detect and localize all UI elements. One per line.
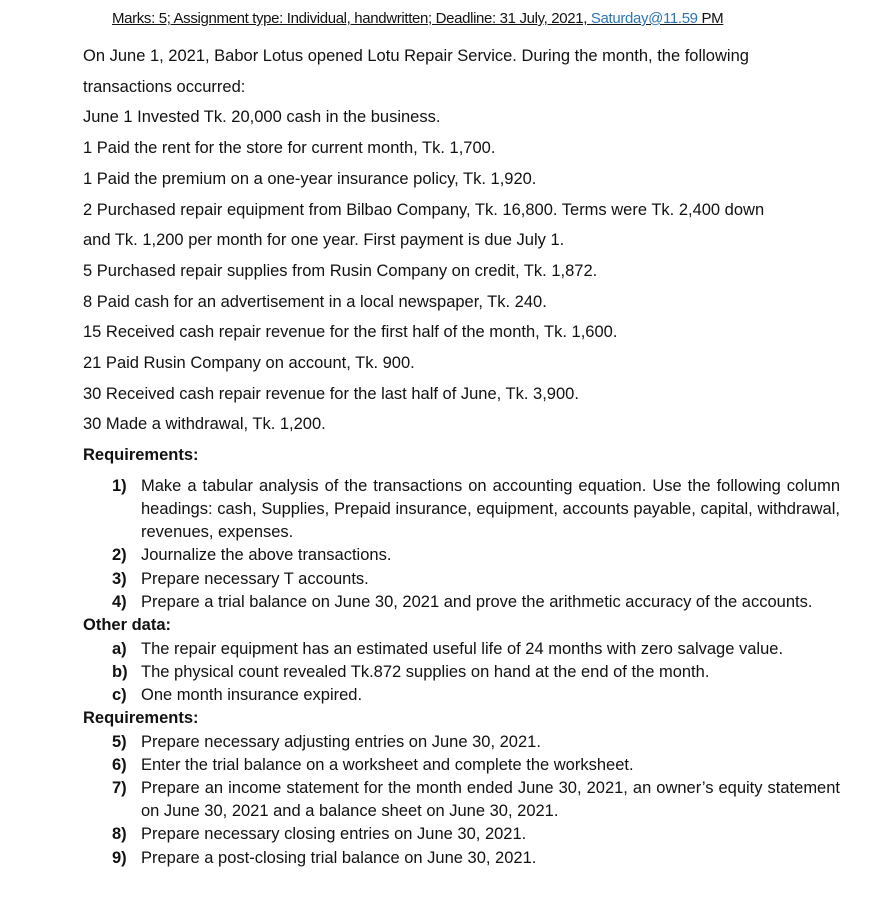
requirement-item: 9) Prepare a post-closing trial balance on June 30, 2021. bbox=[112, 848, 537, 867]
other-data-item: c) One month insurance expired. bbox=[112, 685, 363, 704]
transaction: 30 Made a withdrawal, Tk. 1,200. bbox=[83, 415, 326, 434]
transactions-list bbox=[83, 102, 843, 440]
requirement-item: 8) Prepare necessary closing entries on June 30, 2021. bbox=[112, 825, 527, 844]
transaction: and Tk. 1,200 per month for one year. First payment is due July 1. bbox=[83, 231, 565, 250]
transaction: 1 Paid the rent for the store for current month, Tk. 1,700. bbox=[83, 139, 496, 158]
requirements2-list bbox=[83, 731, 843, 870]
requirements-list bbox=[83, 475, 843, 614]
deadline-link[interactable]: Saturday@11.59 bbox=[590, 10, 698, 27]
other-data-heading: Other data: bbox=[83, 616, 172, 635]
intro-line: On June 1, 2021, Babor Lotus opened Lotu Repair Service. During the month, the following bbox=[83, 47, 749, 65]
requirement-item: 7) Prepare an income statement for the month ended June 30, 2021, an owner’s equity statement on June 30, 2021 and a balance sheet on June 30, 2021. bbox=[112, 779, 840, 821]
header-pm: PM bbox=[697, 10, 724, 27]
requirements-heading: Requirements: bbox=[83, 446, 199, 465]
transaction: 8 Paid cash for an advertisement in a local newspaper, Tk. 240. bbox=[83, 292, 547, 311]
requirement-item: 2) Journalize the above transactions. bbox=[112, 546, 392, 565]
requirement-item: 6) Enter the trial balance on a worksheet and complete the worksheet. bbox=[112, 755, 634, 774]
transaction: 2 Purchased repair equipment from Bilbao Company, Tk. 16,800. Terms were Tk. 2,400 down bbox=[83, 200, 765, 219]
transaction: 21 Paid Rusin Company on account, Tk. 900. bbox=[83, 354, 415, 373]
transaction: 15 Received cash repair revenue for the first half of the month, Tk. 1,600. bbox=[83, 323, 618, 342]
transaction: 5 Purchased repair supplies from Rusin Company on credit, Tk. 1,872. bbox=[83, 261, 598, 280]
transaction: 30 Received cash repair revenue for the last half of June, Tk. 3,900. bbox=[83, 384, 579, 403]
other-data-list bbox=[83, 638, 843, 708]
requirement-item: 3) Prepare necessary T accounts. bbox=[112, 569, 369, 588]
other-data-item: a) The repair equipment has an estimated useful life of 24 months with zero salvage value. bbox=[112, 639, 784, 658]
requirement-item: 1) Make a tabular analysis of the transactions on accounting equation. Use the following column headings: cash, Supplies, Prepaid insurance, equipment, accounts payable, capital, withdrawal, revenues, expenses. bbox=[112, 476, 840, 542]
assignment-header bbox=[112, 10, 812, 27]
transaction: 1 Paid the premium on a one-year insurance policy, Tk. 1,920. bbox=[83, 169, 537, 188]
requirement-item: 4) Prepare a trial balance on June 30, 2021 and prove the arithmetic accuracy of the accounts. bbox=[112, 592, 813, 611]
intro-line: transactions occurred: bbox=[83, 77, 246, 96]
document-body bbox=[83, 41, 843, 870]
requirements2-heading: Requirements: bbox=[83, 709, 199, 728]
requirement-item: 5) Prepare necessary adjusting entries on June 30, 2021. bbox=[112, 732, 541, 751]
other-data-item: b) The physical count revealed Tk.872 supplies on hand at the end of the month. bbox=[112, 662, 710, 681]
header-marks: Marks: 5; Assignment type: Individual, handwritten; Deadline: 31 July, 2021, bbox=[112, 10, 591, 27]
transaction: June 1 Invested Tk. 20,000 cash in the business. bbox=[83, 108, 441, 127]
